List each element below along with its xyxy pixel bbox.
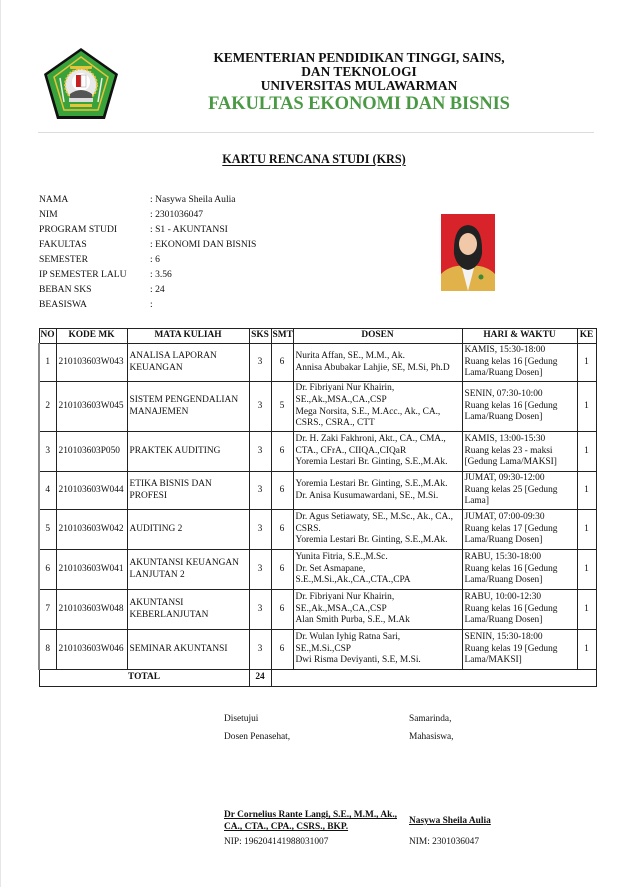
header-divider — [38, 132, 594, 133]
cell-mata-kuliah — [127, 550, 249, 590]
cell-ke: 1 — [577, 550, 596, 590]
cell-kode-mk: 210103603W048 — [56, 590, 127, 630]
cell-hari-waktu — [462, 630, 577, 670]
info-row-fakultas — [39, 238, 339, 252]
total-label: TOTAL — [39, 670, 249, 687]
mk-line: ETIKA BISNIS DAN — [129, 478, 212, 489]
cell-kode-mk: 210103603W044 — [56, 472, 127, 510]
cell-hari-waktu — [462, 382, 577, 432]
col-header-ke: KE — [577, 329, 596, 344]
cell-smt: 5 — [271, 382, 293, 432]
info-label: NIM — [39, 209, 58, 220]
total-empty — [271, 670, 596, 687]
university-name: UNIVERSITAS MULAWARMAN — [260, 78, 458, 93]
mk-line: PROFESI — [129, 490, 168, 501]
col-header-no: NO — [39, 329, 56, 344]
krs-table — [38, 328, 597, 687]
dosen-line: Dr. Wulan Iyhig Ratna Sari, — [295, 632, 401, 643]
cell-hari-waktu — [462, 432, 577, 472]
cell-smt: 6 — [271, 472, 293, 510]
info-label: PROGRAM STUDI — [39, 224, 118, 235]
info-label: NAMA — [39, 194, 69, 205]
cell-no: 7 — [39, 590, 56, 630]
dosen-line: Dr. Fibriyani Nur Khairin, — [295, 592, 395, 603]
mk-line: MANAJEMEN — [129, 406, 189, 417]
info-row-nim — [39, 208, 339, 222]
mk-line: KEBERLANJUTAN — [129, 609, 209, 620]
col-header-hari-waktu: HARI & WAKTU — [462, 329, 577, 344]
cell-dosen — [293, 550, 462, 590]
col-header-smt: SMT — [271, 329, 293, 344]
info-value: : EKONOMI DAN BISNIS — [150, 239, 257, 250]
cell-ke: 1 — [577, 344, 596, 382]
dosen-line: Yoremia Lestari Br. Ginting, S.E.,M.Ak. — [295, 478, 448, 489]
cell-dosen — [293, 510, 462, 550]
cell-hari-waktu — [462, 472, 577, 510]
mk-line: ANALISA LAPORAN — [129, 350, 217, 361]
col-header-dosen: DOSEN — [293, 329, 462, 344]
mk-line: AKUNTANSI KEUANGAN — [129, 557, 239, 568]
dosen-line: CSRS. — [295, 523, 321, 534]
student-signature-name: Nasywa Sheila Aulia — [409, 816, 491, 826]
cell-mata-kuliah — [127, 344, 249, 382]
document-title-text: KARTU RENCANA STUDI (KRS) — [222, 152, 406, 166]
place-label: Samarinda, — [409, 714, 452, 724]
mk-line: KEUANGAN — [129, 362, 183, 373]
waktu-line: Lama/Ruang Dosen] — [464, 535, 543, 546]
cell-sks: 3 — [249, 630, 271, 670]
cell-sks: 3 — [249, 382, 271, 432]
dosen-line: Mega Norsita, S.E., M.Acc., Ak., CA., — [295, 406, 441, 417]
waktu-line: Ruang kelas 16 [Gedung — [464, 563, 558, 574]
dosen-line: Nurita Affan, SE., M.M., Ak. — [295, 350, 405, 361]
cell-no: 4 — [39, 472, 56, 510]
cell-no: 3 — [39, 432, 56, 472]
cell-kode-mk: 210103603W041 — [56, 550, 127, 590]
table-row — [39, 510, 596, 550]
faculty-name: FAKULTAS EKONOMI DAN BISNIS — [208, 94, 510, 114]
total-sks: 24 — [249, 670, 271, 687]
cell-sks: 3 — [249, 472, 271, 510]
cell-sks: 3 — [249, 590, 271, 630]
cell-smt: 6 — [271, 630, 293, 670]
table-row — [39, 382, 596, 432]
col-header-mata-kuliah: MATA KULIAH — [127, 329, 249, 344]
cell-mata-kuliah — [127, 630, 249, 670]
cell-kode-mk: 210103603W046 — [56, 630, 127, 670]
dosen-line: Dr. Fibriyani Nur Khairin, — [295, 383, 395, 394]
cell-smt: 6 — [271, 590, 293, 630]
waktu-line: KAMIS, 15:30-18:00 — [464, 345, 546, 356]
waktu-line: Ruang kelas 23 - maksi — [464, 445, 553, 456]
col-header-kode-mk: KODE MK — [56, 329, 127, 344]
cell-dosen — [293, 590, 462, 630]
cell-ke: 1 — [577, 432, 596, 472]
info-label: IP SEMESTER LALU — [39, 269, 127, 280]
table-row — [39, 344, 596, 382]
cell-dosen — [293, 432, 462, 472]
cell-smt: 6 — [271, 510, 293, 550]
dosen-line: Dr. Anisa Kusumawardani, SE., M.Si. — [295, 490, 439, 501]
waktu-line: RABU, 10:00-12:30 — [464, 592, 542, 603]
university-crest-icon — [42, 46, 120, 122]
cell-dosen — [293, 630, 462, 670]
cell-hari-waktu — [462, 590, 577, 630]
cell-kode-mk: 210103603W045 — [56, 382, 127, 432]
info-value: : 2301036047 — [150, 209, 204, 220]
advisor-label: Dosen Penasehat, — [224, 732, 291, 742]
waktu-line: SENIN, 15:30-18:00 — [464, 632, 543, 643]
waktu-line: SENIN, 07:30-10:00 — [464, 389, 543, 400]
table-row — [39, 630, 596, 670]
cell-kode-mk: 210103603W043 — [56, 344, 127, 382]
dosen-line: Dr. Set Asmapane, — [295, 563, 366, 574]
dosen-line: Dr. H. Zaki Fakhroni, Akt., CA., CMA., — [295, 434, 446, 445]
cell-ke: 1 — [577, 590, 596, 630]
cell-smt: 6 — [271, 344, 293, 382]
mk-line: LANJUTAN 2 — [129, 569, 185, 580]
waktu-line: Lama] — [464, 496, 489, 507]
waktu-line: [Gedung Lama/MAKSI] — [464, 457, 557, 468]
mk-line: SEMINAR AKUNTANSI — [129, 643, 228, 654]
total-row — [39, 670, 596, 687]
table-row — [39, 590, 596, 630]
waktu-line: Ruang kelas 17 [Gedung — [464, 523, 558, 534]
table-row — [39, 432, 596, 472]
dosen-line: Dwi Risma Deviyanti, S.E, M.Si. — [295, 655, 421, 666]
dosen-line: Yunita Fitria, S.E.,M.Sc. — [295, 552, 388, 563]
dosen-line: S.E.,M.Si.,Ak.,CA.,CTA.,CPA — [295, 575, 411, 586]
info-value: : Nasywa Sheila Aulia — [150, 194, 236, 205]
cell-mata-kuliah — [127, 382, 249, 432]
info-row-nama — [39, 193, 339, 207]
dosen-line: Annisa Abubakar Lahjie, SE, M.Si, Ph.D — [295, 362, 450, 373]
cell-dosen — [293, 382, 462, 432]
cell-ke: 1 — [577, 510, 596, 550]
waktu-line: Ruang kelas 19 [Gedung — [464, 643, 558, 654]
cell-sks: 3 — [249, 432, 271, 472]
cell-hari-waktu — [462, 550, 577, 590]
cell-mata-kuliah — [127, 472, 249, 510]
mk-line: AUDITING 2 — [129, 523, 183, 534]
dosen-line: CSRS., CSRA., CTT — [295, 418, 375, 429]
waktu-line: Ruang kelas 16 [Gedung — [464, 603, 558, 614]
student-photo — [441, 214, 495, 291]
table-row — [39, 550, 596, 590]
cell-hari-waktu — [462, 510, 577, 550]
info-value: : 3.56 — [150, 269, 172, 280]
mk-line: AKUNTANSI — [129, 597, 184, 608]
waktu-line: Ruang kelas 16 [Gedung — [464, 400, 558, 411]
dosen-line: CTA., CFrA., CIIQA.,CIQaR — [295, 445, 407, 456]
info-label: SEMESTER — [39, 254, 89, 265]
table-row — [39, 472, 596, 510]
cell-ke: 1 — [577, 472, 596, 510]
info-row-beban-sks — [39, 283, 339, 297]
dosen-line: Yoremia Lestari Br. Ginting, S.E.,M.Ak. — [295, 457, 448, 468]
dosen-line: SE.,Ak.,MSA.,CA.,CSP — [295, 603, 387, 614]
cell-no: 5 — [39, 510, 56, 550]
cell-smt: 6 — [271, 432, 293, 472]
approved-label: Disetujui — [224, 714, 259, 724]
page-edge — [0, 0, 1, 887]
ministry-line-1: KEMENTERIAN PENDIDIKAN TINGGI, SAINS, — [213, 50, 505, 65]
student-label: Mahasiswa, — [409, 732, 454, 742]
waktu-line: KAMIS, 13:00-15:30 — [464, 434, 546, 445]
cell-kode-mk: 210103603P050 — [56, 432, 127, 472]
document-title — [0, 152, 628, 167]
cell-dosen — [293, 344, 462, 382]
waktu-line: Lama/Ruang Dosen] — [464, 368, 543, 379]
waktu-line: Lama/MAKSI] — [464, 655, 522, 666]
waktu-line: Ruang kelas 16 [Gedung — [464, 356, 558, 367]
cell-mata-kuliah — [127, 510, 249, 550]
info-row-program-studi — [39, 223, 339, 237]
waktu-line: Lama/Ruang Dosen] — [464, 575, 543, 586]
cell-sks: 3 — [249, 344, 271, 382]
dosen-line: SE.,Ak.,MSA.,CA.,CSP — [295, 394, 387, 405]
info-value: : 24 — [150, 284, 165, 295]
info-value: : S1 - AKUNTANSI — [150, 224, 228, 235]
advisor-name-line-1: Dr Cornelius Rante Langi, S.E., M.M., Ak., — [224, 810, 398, 820]
dosen-line: Dr. Agus Setiawaty, SE., M.Sc., Ak., CA., — [295, 512, 453, 523]
waktu-line: Lama/Ruang Dosen] — [464, 412, 543, 423]
dosen-line: SE.,M.Si.,CSP — [295, 643, 351, 654]
student-nim: NIM: 2301036047 — [409, 837, 480, 847]
mk-line: PRAKTEK AUDITING — [129, 445, 221, 456]
cell-no: 2 — [39, 382, 56, 432]
col-header-sks: SKS — [249, 329, 271, 344]
info-value: : — [150, 299, 153, 310]
dosen-line: Alan Smith Purba, S.E., M.Ak — [295, 615, 410, 626]
cell-sks: 3 — [249, 550, 271, 590]
cell-hari-waktu — [462, 344, 577, 382]
cell-smt: 6 — [271, 550, 293, 590]
info-label: BEBAN SKS — [39, 284, 92, 295]
cell-ke: 1 — [577, 630, 596, 670]
cell-no: 6 — [39, 550, 56, 590]
info-label: BEASISWA — [39, 299, 87, 310]
mk-line: SISTEM PENGENDALIAN — [129, 394, 239, 405]
cell-ke: 1 — [577, 382, 596, 432]
cell-sks: 3 — [249, 510, 271, 550]
dosen-line: Yoremia Lestari Br. Ginting, S.E.,M.Ak. — [295, 535, 448, 546]
waktu-line: JUMAT, 09:30-12:00 — [464, 473, 545, 484]
table-header-row — [39, 329, 596, 344]
info-value: : 6 — [150, 254, 160, 265]
ministry-line-2: DAN TEKNOLOGI — [301, 64, 417, 79]
info-label: FAKULTAS — [39, 239, 87, 250]
cell-no: 8 — [39, 630, 56, 670]
cell-mata-kuliah — [127, 590, 249, 630]
letterhead — [200, 51, 518, 115]
cell-kode-mk: 210103603W042 — [56, 510, 127, 550]
waktu-line: Ruang kelas 25 [Gedung — [464, 484, 558, 495]
info-row-semester — [39, 253, 339, 267]
waktu-line: Lama/Ruang Dosen] — [464, 615, 543, 626]
cell-dosen — [293, 472, 462, 510]
cell-no: 1 — [39, 344, 56, 382]
waktu-line: RABU, 15:30-18:00 — [464, 552, 542, 563]
advisor-nip: NIP: 196204141988031007 — [224, 837, 329, 847]
advisor-name-line-2: CA., CTA., CPA., CSRS., BKP. — [224, 822, 349, 832]
info-row-ip-semester-lalu — [39, 268, 339, 282]
waktu-line: JUMAT, 07:00-09:30 — [464, 512, 545, 523]
cell-mata-kuliah — [127, 432, 249, 472]
info-row-beasiswa — [39, 298, 339, 312]
